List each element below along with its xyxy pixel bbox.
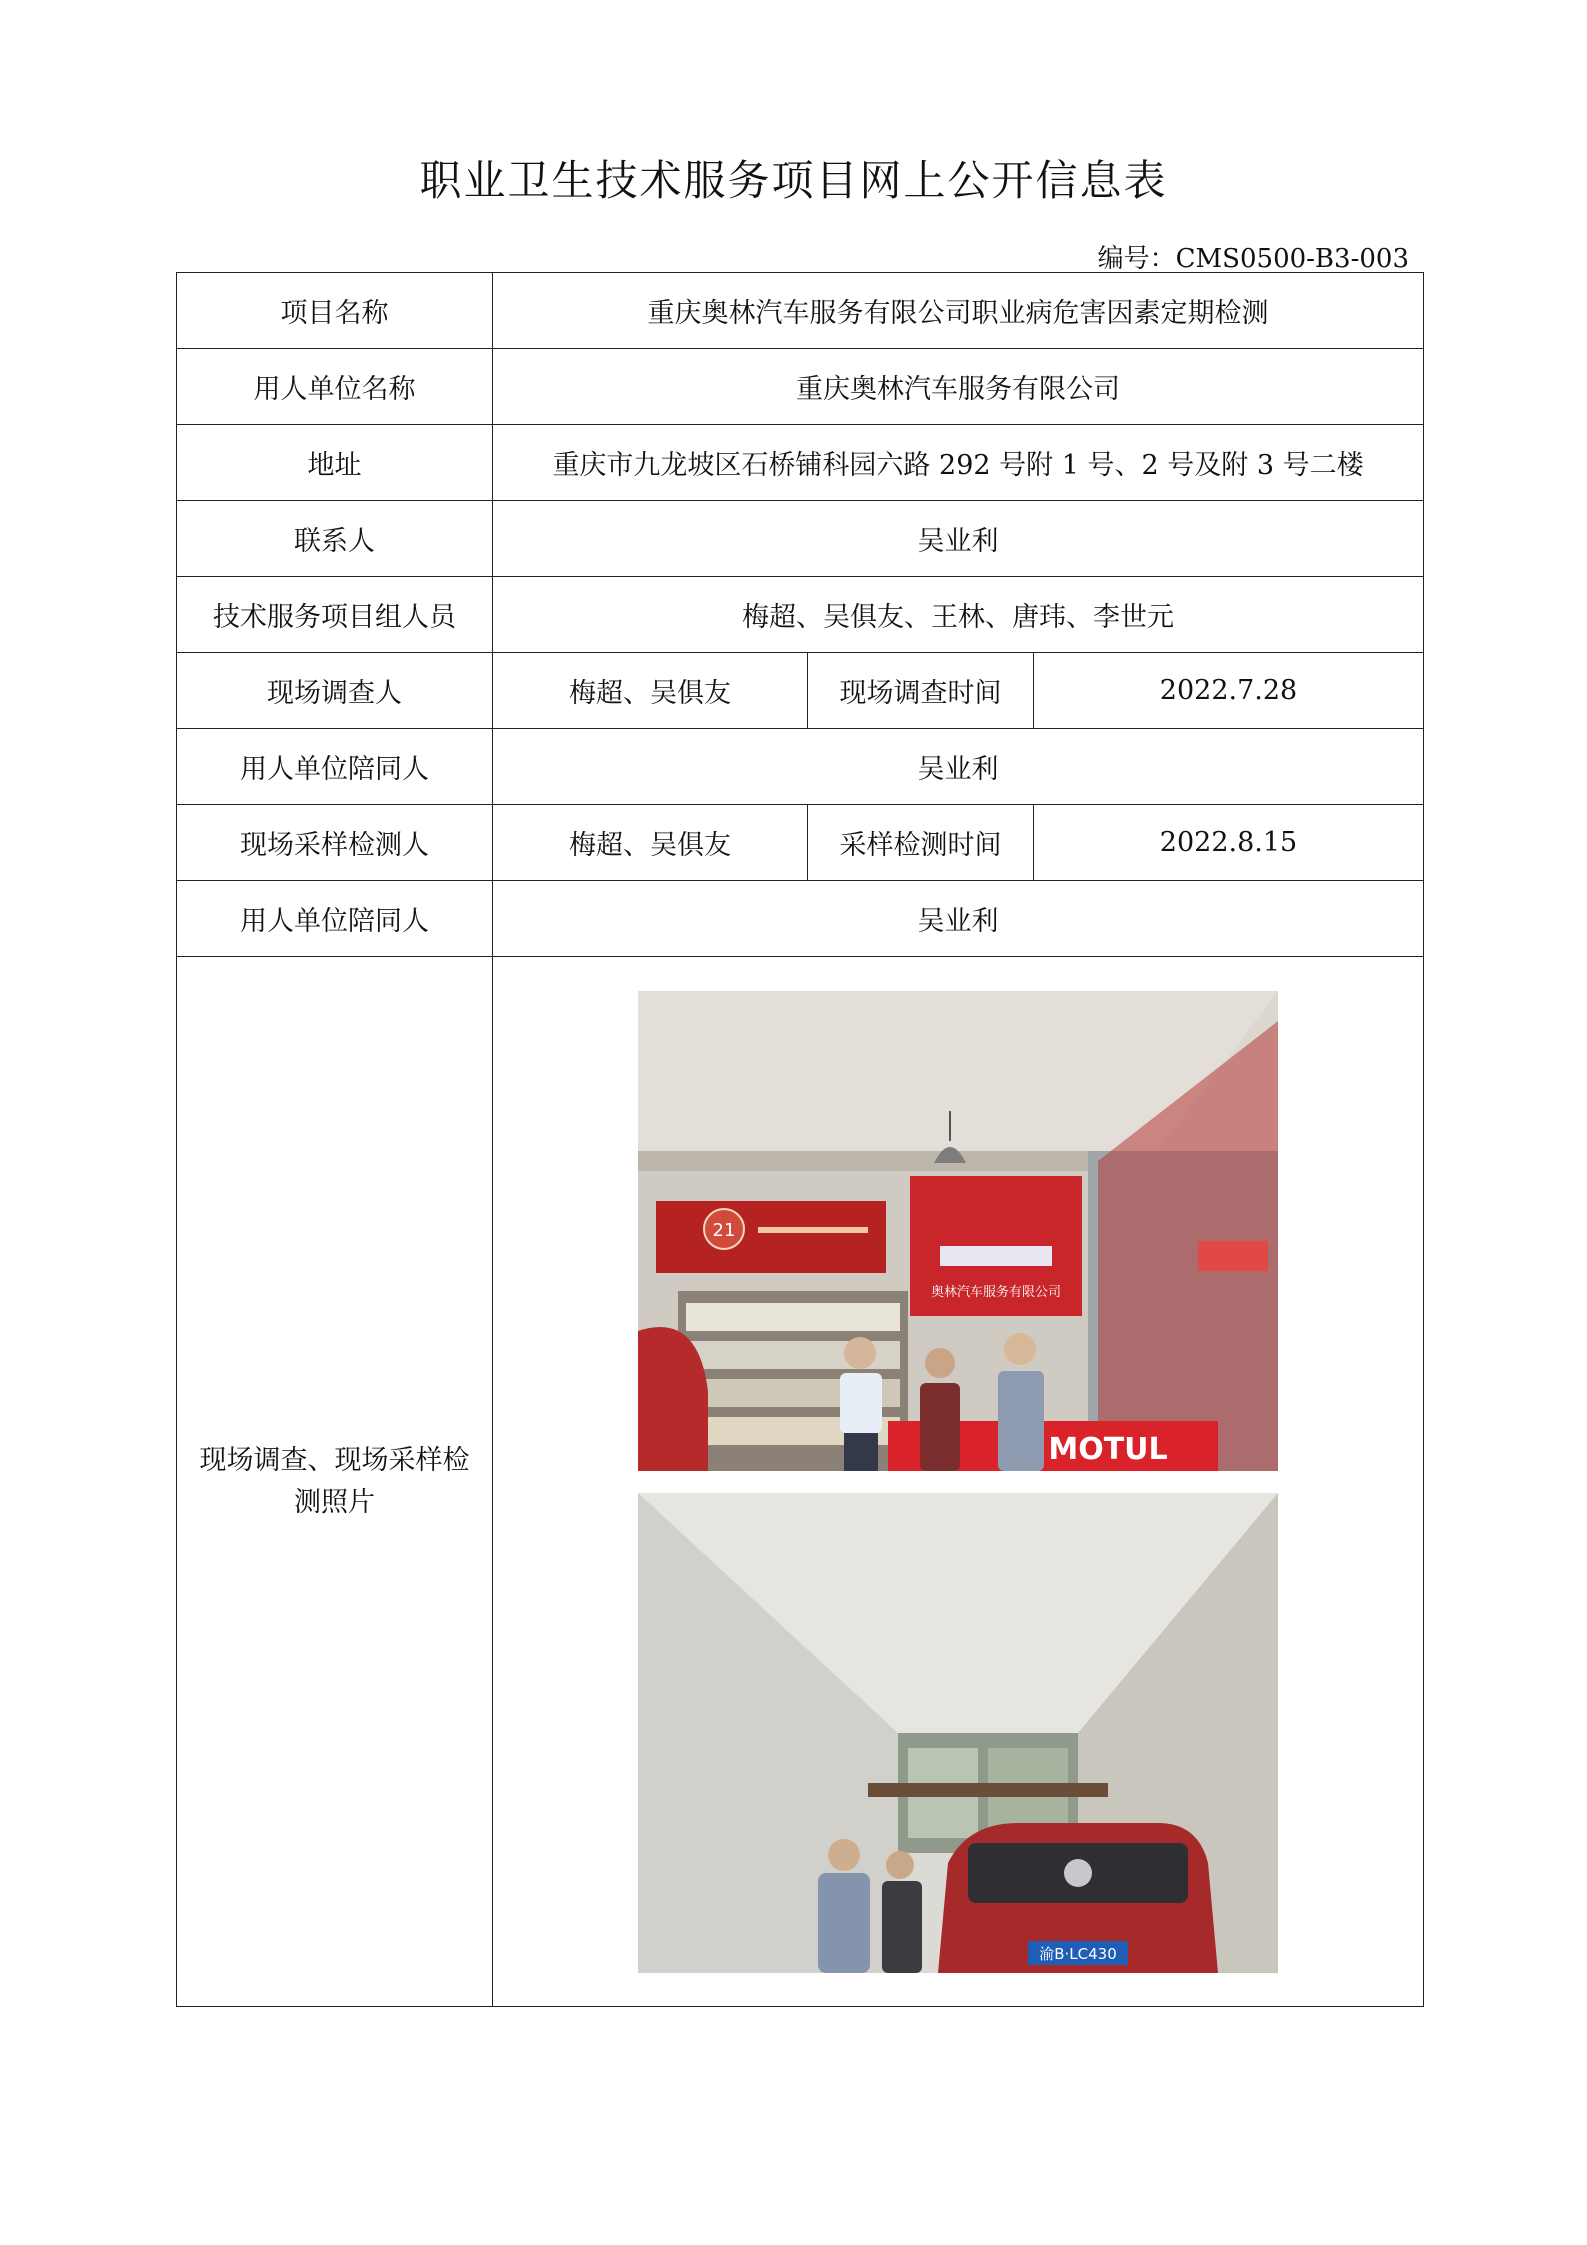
photos-label: 现场调查、现场采样检测照片	[177, 957, 493, 2007]
address-value: 重庆市九龙坡区石桥铺科园六路 292 号附 1 号、2 号及附 3 号二楼	[493, 425, 1424, 501]
employer-name-value: 重庆奥林汽车服务有限公司	[493, 349, 1424, 425]
survey-time-label: 现场调查时间	[808, 653, 1034, 729]
row-contact	[177, 501, 1424, 577]
row-team	[177, 577, 1424, 653]
row-sampling-escort	[177, 881, 1424, 957]
row-survey-escort	[177, 729, 1424, 805]
row-project-name	[177, 273, 1424, 349]
sampling-time-value: 2022.8.15	[1034, 805, 1424, 881]
sampling-person-value: 梅超、吴俱友	[493, 805, 808, 881]
employer-name-label: 用人单位名称	[177, 349, 493, 425]
project-name-label: 项目名称	[177, 273, 493, 349]
row-sampling	[177, 805, 1424, 881]
photos-cell	[493, 957, 1424, 2007]
shop-sign-text: 奥林汽车服务有限公司	[931, 1284, 1062, 1300]
team-label: 技术服务项目组人员	[177, 577, 493, 653]
row-address	[177, 425, 1424, 501]
team-value: 梅超、吴俱友、王林、唐玮、李世元	[493, 577, 1424, 653]
license-plate: 渝B·LC430	[1039, 1944, 1117, 1963]
survey-time-value: 2022.7.28	[1034, 653, 1424, 729]
survey-escort-value: 吴业利	[493, 729, 1424, 805]
sampling-escort-value: 吴业利	[493, 881, 1424, 957]
survey-person-value: 梅超、吴俱友	[493, 653, 808, 729]
page-title: 职业卫生技术服务项目网上公开信息表	[419, 156, 1168, 205]
sampling-photo	[638, 1493, 1278, 1973]
row-survey	[177, 653, 1424, 729]
sampling-time-label: 采样检测时间	[808, 805, 1034, 881]
row-employer-name	[177, 349, 1424, 425]
address-label: 地址	[177, 425, 493, 501]
survey-escort-label: 用人单位陪同人	[177, 729, 493, 805]
info-table	[176, 272, 1424, 2007]
site-survey-photo	[638, 991, 1278, 1471]
svg-text:21: 21	[712, 1219, 736, 1241]
contact-value: 吴业利	[493, 501, 1424, 577]
contact-label: 联系人	[177, 501, 493, 577]
sampling-escort-label: 用人单位陪同人	[177, 881, 493, 957]
survey-person-label: 现场调查人	[177, 653, 493, 729]
brand-text: MOTUL	[1048, 1431, 1168, 1467]
sampling-person-label: 现场采样检测人	[177, 805, 493, 881]
document-number: 编号：CMS0500-B3-003	[1097, 244, 1409, 274]
project-name-value: 重庆奥林汽车服务有限公司职业病危害因素定期检测	[493, 273, 1424, 349]
row-photos	[177, 957, 1424, 2007]
